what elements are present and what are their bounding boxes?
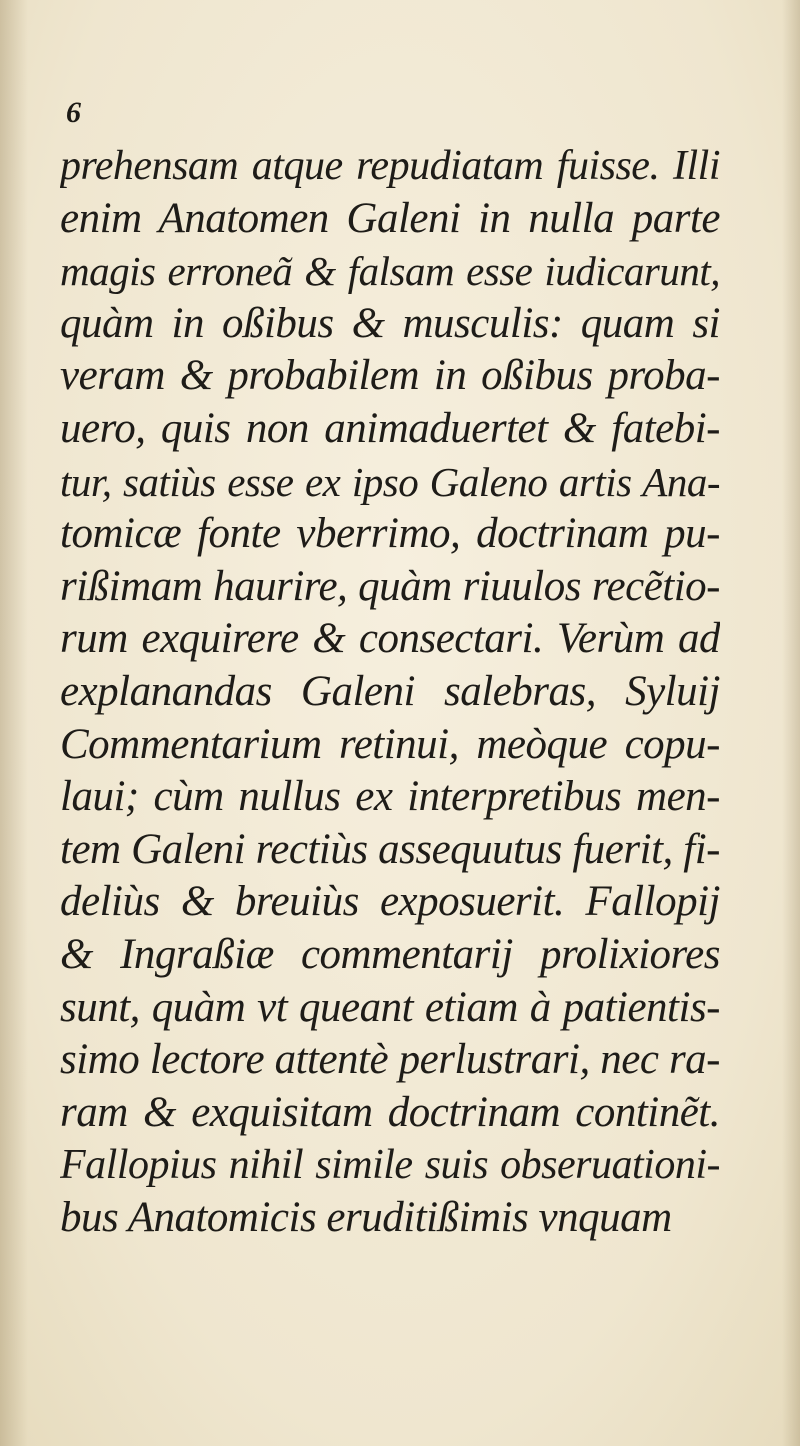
text-line: simo lectore attentè perlustrari, nec ra- bbox=[60, 1036, 720, 1084]
body-text bbox=[60, 140, 720, 1244]
text-line: tur, satiùs esse ex ipso Galeno artis Ana- bbox=[60, 458, 720, 505]
text-line: magis erroneã & falsam esse iudicarunt, bbox=[60, 248, 720, 295]
gutter-shadow bbox=[0, 0, 28, 1446]
text-line: veram & probabilem in oßibus proba- bbox=[60, 352, 720, 400]
text-line: enim Anatomen Galeni in nulla parte bbox=[60, 194, 720, 242]
text-line: bus Anatomicis eruditißimis vnquam bbox=[60, 1193, 672, 1241]
text-line: & Ingraßiæ commentarij prolixiores bbox=[60, 930, 720, 978]
text-line: tem Galeni rectiùs assequutus fuerit, fi- bbox=[60, 825, 720, 873]
text-line: quàm in oßibus & musculis: quam si bbox=[60, 299, 720, 347]
text-line: explanandas Galeni salebras, Syluij bbox=[60, 667, 720, 715]
text-line: deliùs & breuiùs exposuerit. Fallopij bbox=[60, 878, 720, 926]
text-line: uero, quis non animaduertet & fatebi- bbox=[60, 404, 720, 452]
page-number: 6 bbox=[66, 96, 81, 129]
page-edge-shadow bbox=[782, 0, 800, 1446]
text-line: rum exquirere & consectari. Verùm ad bbox=[60, 615, 720, 663]
text-line: ram & exquisitam doctrinam continẽt. bbox=[60, 1088, 720, 1136]
text-line: rißimam haurire, quàm riuulos recẽtio- bbox=[60, 562, 720, 610]
text-line: prehensam atque repudiatam fuisse. Illi bbox=[60, 143, 720, 189]
text-line: laui; cùm nullus ex interpretibus men- bbox=[60, 773, 720, 821]
text-line: tomicæ fonte vberrimo, doctrinam pu- bbox=[60, 510, 720, 558]
text-line: Fallopius nihil simile suis obseruationi- bbox=[60, 1142, 720, 1189]
text-line: Commentarium retinui, meòque copu- bbox=[60, 720, 720, 768]
text-line: sunt, quàm vt queant etiam à patientis- bbox=[60, 983, 720, 1031]
